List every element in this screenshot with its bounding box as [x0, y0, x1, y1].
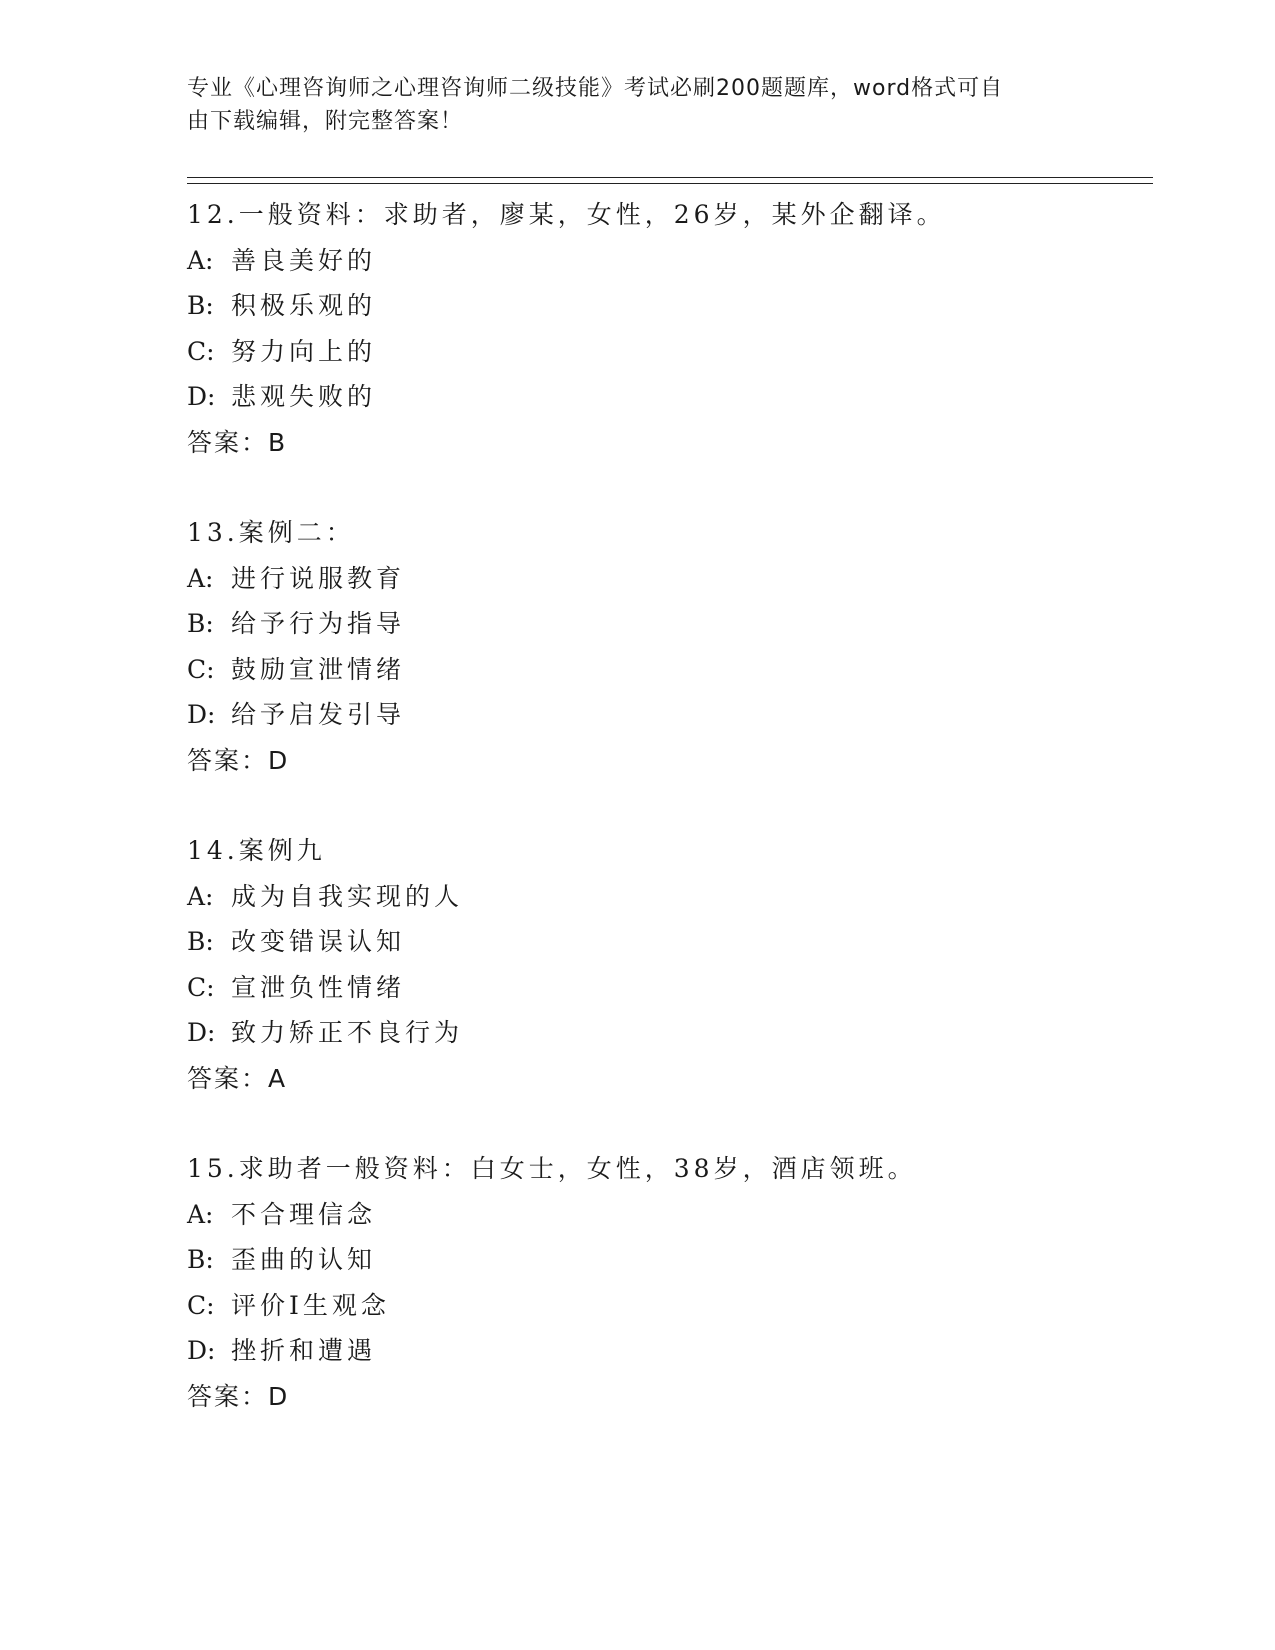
answer-line: 答案：B — [187, 427, 288, 457]
option-letter: B: — [187, 1245, 214, 1274]
option-text: 给予启发引导 — [231, 700, 406, 729]
question-13 — [187, 510, 1147, 783]
option-d — [187, 374, 1147, 420]
option-d — [187, 692, 1147, 738]
option-b — [187, 1237, 1147, 1283]
header-divider-top — [187, 177, 1153, 178]
option-text: 改变错误认知 — [231, 927, 406, 956]
question-14 — [187, 828, 1147, 1101]
option-text: 悲观失败的 — [231, 382, 377, 411]
option-letter: D: — [187, 1336, 216, 1365]
option-d — [187, 1010, 1147, 1056]
header-line-2: 由下载编辑，附完整答案！ — [187, 109, 464, 134]
option-text: 致力矫正不良行为 — [231, 1018, 464, 1047]
option-text: 挫折和遭遇 — [231, 1336, 377, 1365]
question-stem: 12.一般资料：求助者，廖某，女性，26岁，某外企翻译。 — [187, 200, 946, 229]
option-letter: A: — [187, 245, 214, 275]
option-text: 评价I生观念 — [231, 1290, 390, 1320]
document-header — [187, 72, 1087, 138]
answer-line: 答案：D — [187, 745, 290, 775]
question-list — [187, 192, 1147, 1464]
option-letter: B: — [187, 609, 214, 638]
header-line-1: 专业《心理咨询师之心理咨询师二级技能》考试必刷200题题库，word格式可自 — [187, 76, 1004, 101]
option-a — [187, 874, 1147, 920]
option-b — [187, 601, 1147, 647]
header-divider-bottom — [187, 183, 1153, 184]
option-a — [187, 556, 1147, 602]
option-letter: C: — [187, 1290, 215, 1320]
option-letter: C: — [187, 654, 215, 684]
option-c — [187, 329, 1147, 375]
question-12 — [187, 192, 1147, 465]
option-letter: D: — [187, 700, 216, 729]
option-letter: A: — [187, 563, 214, 593]
answer-line: 答案：A — [187, 1063, 288, 1093]
option-text: 鼓励宣泄情绪 — [231, 654, 406, 684]
option-letter: C: — [187, 972, 215, 1002]
option-letter: A: — [187, 881, 214, 911]
option-c — [187, 965, 1147, 1011]
option-a — [187, 238, 1147, 284]
option-b — [187, 283, 1147, 329]
option-text: 成为自我实现的人 — [231, 881, 464, 911]
option-letter: A: — [187, 1199, 214, 1229]
question-15 — [187, 1146, 1147, 1419]
option-text: 善良美好的 — [231, 245, 377, 275]
question-stem: 15.求助者一般资料：白女士，女性，38岁，酒店领班。 — [187, 1154, 917, 1183]
question-stem: 14.案例九 — [187, 836, 326, 865]
option-letter: D: — [187, 382, 216, 411]
option-b — [187, 919, 1147, 965]
option-d — [187, 1328, 1147, 1374]
question-stem: 13.案例二： — [187, 518, 355, 547]
option-text: 宣泄负性情绪 — [231, 972, 406, 1002]
answer-line: 答案：D — [187, 1381, 290, 1411]
option-text: 进行说服教育 — [231, 563, 406, 593]
option-c — [187, 647, 1147, 693]
option-text: 努力向上的 — [231, 336, 377, 366]
option-letter: D: — [187, 1018, 216, 1047]
option-text: 给予行为指导 — [231, 609, 406, 638]
option-c — [187, 1283, 1147, 1329]
option-letter: C: — [187, 336, 215, 366]
option-text: 不合理信念 — [231, 1199, 377, 1229]
option-text: 积极乐观的 — [231, 291, 377, 320]
option-a — [187, 1192, 1147, 1238]
option-text: 歪曲的认知 — [231, 1245, 377, 1274]
option-letter: B: — [187, 927, 214, 956]
option-letter: B: — [187, 291, 214, 320]
